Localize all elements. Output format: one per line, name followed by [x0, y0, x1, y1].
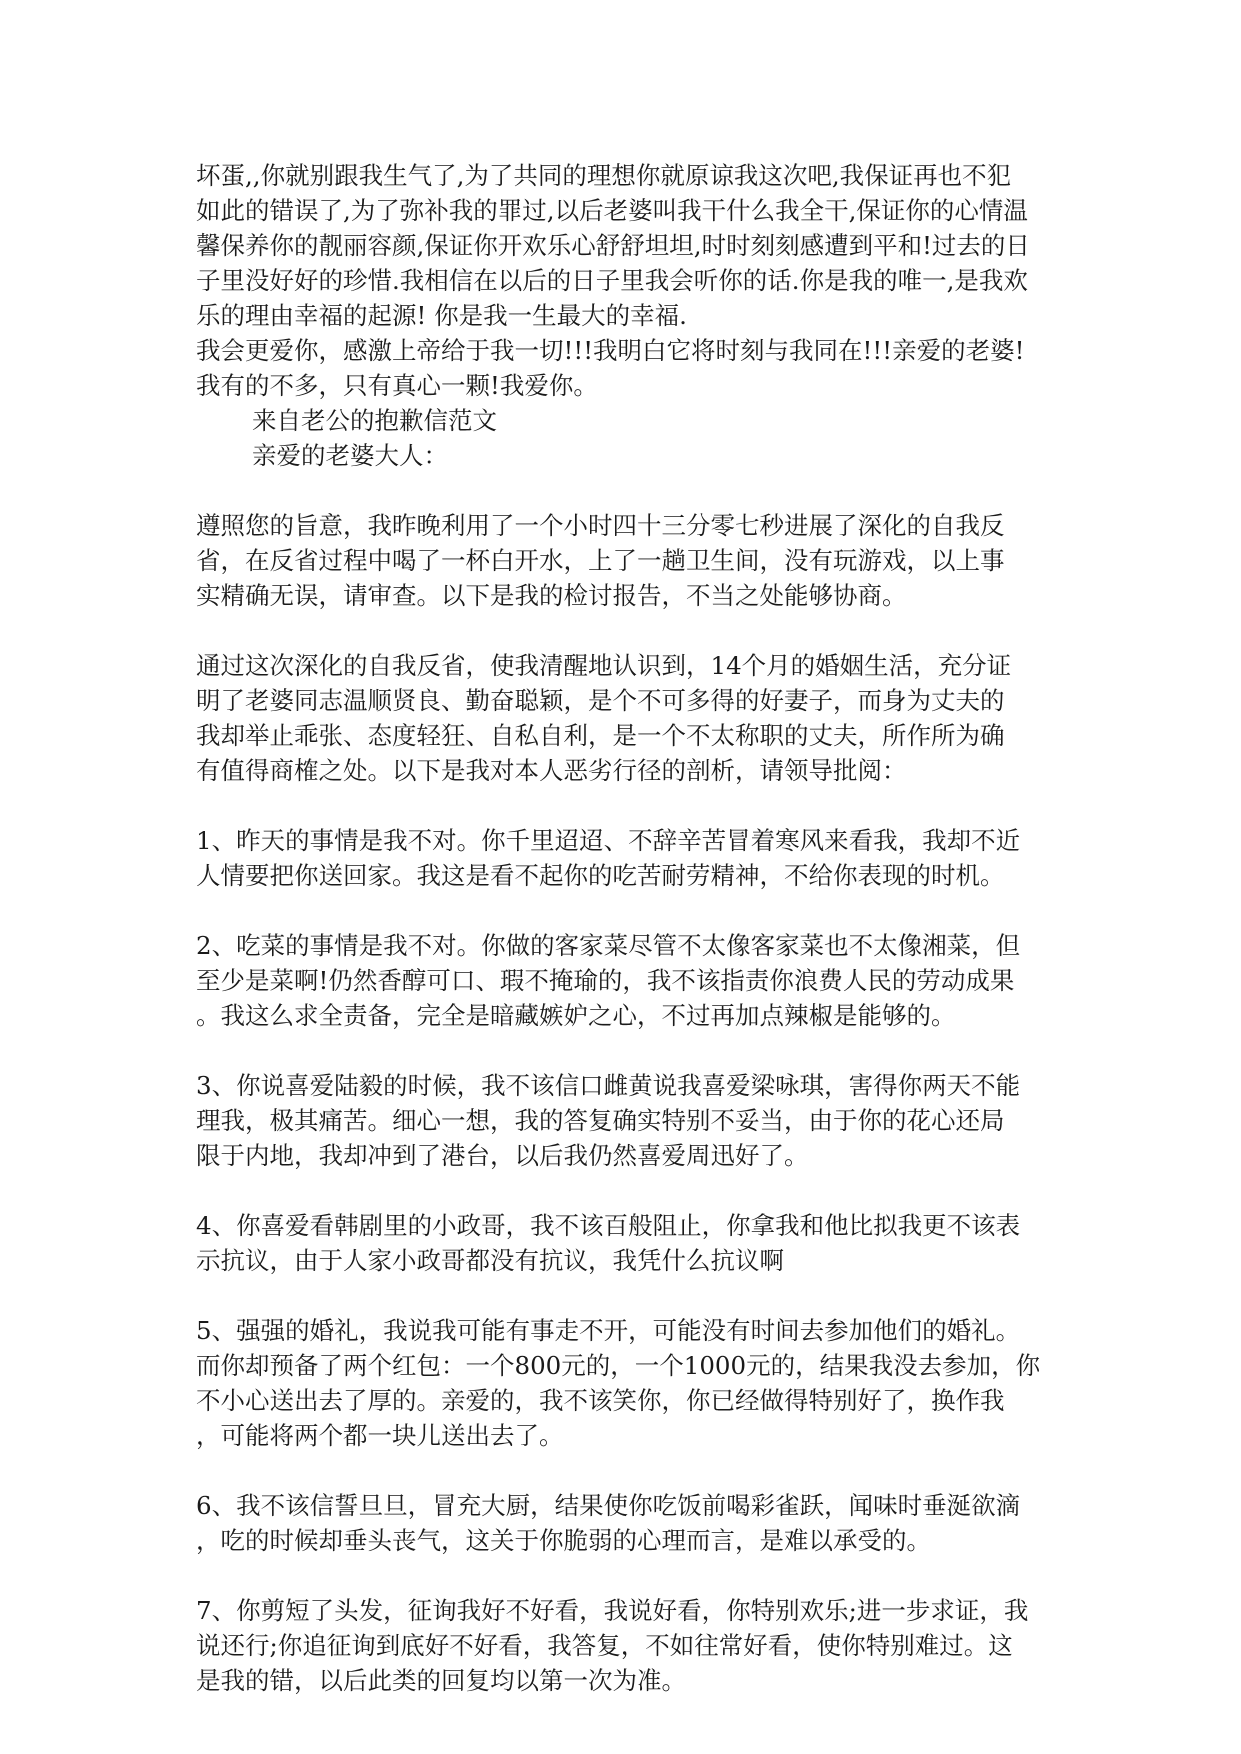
text-line: 限于内地，我却冲到了港台，以后我仍然喜爱周迅好了。: [196, 1141, 809, 1170]
text-line: 我有的不多，只有真心一颗!我爱你。: [196, 371, 598, 400]
paragraph-gap: [196, 788, 1056, 823]
text-line: 6、我不该信誓旦旦，冒充大厨，结果使你吃饭前喝彩雀跃，闻味时垂涎欲滴: [196, 1491, 1021, 1520]
intro-paragraph: [196, 158, 1056, 403]
text-line: 乐的理由幸福的起源! 你是我一生最大的幸福.: [196, 301, 687, 330]
text-line: 说还行;你追征询到底好不好看，我答复，不如往常好看，使你特别难过。这: [196, 1631, 1013, 1660]
text-line: 2、吃菜的事情是我不对。你做的客家菜尽管不太像客家菜也不太像湘菜，但: [196, 931, 1021, 960]
paragraph-1: [196, 508, 1056, 613]
text-line: 。我这么求全责备，完全是暗藏嫉妒之心，不过再加点辣椒是能够的。: [196, 1001, 956, 1030]
list-item-1: [196, 823, 1056, 893]
list-item-5: [196, 1313, 1056, 1453]
text-line: 坏蛋,,你就别跟我生气了,为了共同的理想你就原谅我这次吧,我保证再也不犯: [196, 161, 1012, 190]
letter-salutation: 亲爱的老婆大人：: [252, 441, 448, 470]
text-line: 我却举止乖张、态度轻狂、自私自利，是一个不太称职的丈夫，所作所为确: [196, 721, 1005, 750]
text-line: 理我，极其痛苦。细心一想，我的答复确实特别不妥当，由于你的花心还局: [196, 1106, 1005, 1135]
text-line: 实精确无误，请审查。以下是我的检讨报告，不当之处能够协商。: [196, 581, 907, 610]
document-body: [196, 158, 1056, 1698]
text-line: 7、你剪短了头发，征询我好不好看，我说好看，你特别欢乐;进一步求证，我: [196, 1596, 1029, 1625]
paragraph-gap: [196, 473, 1056, 508]
text-line: 4、你喜爱看韩剧里的小政哥，我不该百般阻止，你拿我和他比拟我更不该表: [196, 1211, 1021, 1240]
text-line: 馨保养你的靓丽容颜,保证你开欢乐心舒舒坦坦,时时刻刻感遭到平和!过去的日: [196, 231, 1030, 260]
paragraph-gap: [196, 1173, 1056, 1208]
text-line: 人情要把你送回家。我这是看不起你的吃苦耐劳精神，不给你表现的时机。: [196, 861, 1005, 890]
text-line: 1、昨天的事情是我不对。你千里迢迢、不辞辛苦冒着寒风来看我，我却不近: [196, 826, 1021, 855]
text-line: 省，在反省过程中喝了一杯白开水，上了一趟卫生间，没有玩游戏，以上事: [196, 546, 1005, 575]
text-line: 而你却预备了两个红包：一个800元的，一个1000元的，结果我没去参加，你: [196, 1351, 1041, 1380]
text-line: ，吃的时候却垂头丧气，这关于你脆弱的心理而言，是难以承受的。: [196, 1526, 931, 1555]
list-item-6: [196, 1488, 1056, 1558]
text-line: 我会更爱你，感激上帝给于我一切!!!我明白它将时刻与我同在!!!亲爱的老婆!: [196, 336, 1025, 365]
paragraph-gap: [196, 613, 1056, 648]
list-item-3: [196, 1068, 1056, 1173]
paragraph-gap: [196, 1558, 1056, 1593]
list-item-2: [196, 928, 1056, 1033]
text-line: 遵照您的旨意，我昨晚利用了一个小时四十三分零七秒进展了深化的自我反: [196, 511, 1005, 540]
text-line: ，可能将两个都一块儿送出去了。: [196, 1421, 564, 1450]
paragraph-gap: [196, 1033, 1056, 1068]
text-line: 不小心送出去了厚的。亲爱的，我不该笑你，你已经做得特别好了，换作我: [196, 1386, 1005, 1415]
text-line: 至少是菜啊!仍然香醇可口、瑕不掩瑜的，我不该指责你浪费人民的劳动成果: [196, 966, 1015, 995]
paragraph-gap: [196, 1278, 1056, 1313]
list-item-4: [196, 1208, 1056, 1278]
text-line: 明了老婆同志温顺贤良、勤奋聪颖，是个不可多得的好妻子，而身为丈夫的: [196, 686, 1005, 715]
list-item-7: [196, 1593, 1056, 1698]
text-line: 5、强强的婚礼，我说我可能有事走不开，可能没有时间去参加他们的婚礼。: [196, 1316, 1021, 1345]
letter-title: 来自老公的抱歉信范文: [252, 406, 497, 435]
text-line: 子里没好好的珍惜.我相信在以后的日子里我会听你的话.你是我的唯一,是我欢: [196, 266, 1028, 295]
text-line: 通过这次深化的自我反省，使我清醒地认识到，14个月的婚姻生活，充分证: [196, 651, 1012, 680]
paragraph-2: [196, 648, 1056, 788]
paragraph-gap: [196, 893, 1056, 928]
text-line: 是我的错，以后此类的回复均以第一次为准。: [196, 1666, 686, 1695]
text-line: 示抗议，由于人家小政哥都没有抗议，我凭什么抗议啊: [196, 1246, 784, 1275]
text-line: 3、你说喜爱陆毅的时候，我不该信口雌黄说我喜爱梁咏琪，害得你两天不能: [196, 1071, 1021, 1100]
text-line: 如此的错误了,为了弥补我的罪过,以后老婆叫我干什么我全干,保证你的心情温: [196, 196, 1028, 225]
paragraph-gap: [196, 1453, 1056, 1488]
text-line: 有值得商榷之处。以下是我对本人恶劣行径的剖析，请领导批阅：: [196, 756, 907, 785]
